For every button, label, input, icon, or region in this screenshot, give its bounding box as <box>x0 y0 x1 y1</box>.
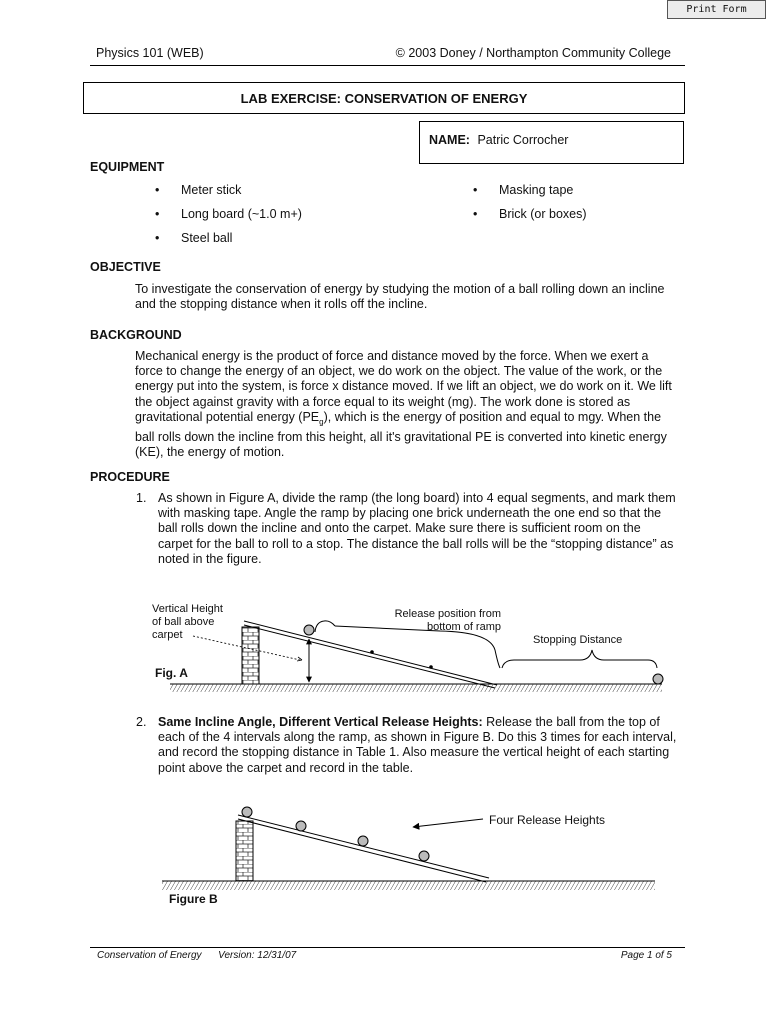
page-title: LAB EXERCISE: CONSERVATION OF ENERGY <box>83 82 685 114</box>
tape-mark <box>370 650 374 654</box>
figure-a-diagram <box>0 590 768 702</box>
ball <box>296 821 306 831</box>
name-field[interactable] <box>419 121 684 164</box>
header-copyright: © 2003 Doney / Northampton Community College <box>395 46 671 60</box>
figure-b-label: Figure B <box>169 892 218 906</box>
stopping-distance-label: Stopping Distance <box>533 634 623 646</box>
step-number: 1. <box>136 491 147 505</box>
step1-text: As shown in Figure A, divide the ramp (the long board) into 4 equal segments, and mark them with masking tape. Angle the ramp by placing one brick underneath the one end so that the ball rolls down the incline and onto the carpet. Make sure there is sufficient room on the carpet for the ball to roll to a stop. The distance the ball rolls will be the “stopping distance” as noted in the figure. <box>158 491 676 566</box>
release-heights-arrow <box>413 819 483 827</box>
brick <box>242 627 259 684</box>
vertical-height-label: Vertical Height of ball above carpet <box>152 603 223 641</box>
footer-rule <box>90 947 685 948</box>
step2-text: Same Incline Angle, Different Vertical Release Heights: Release the ball from the top of each of the 4 intervals along the ramp, as shown in Figure B. Do this 3 times for each interval, and record the stopping distance in Table 1. Also measure the vertical height of each starting point above the carpet and record in the table. <box>158 715 677 775</box>
stopping-brace <box>502 650 657 668</box>
brick <box>236 821 253 881</box>
ball <box>653 674 663 684</box>
release-position-label: Release position from bottom of ramp <box>394 608 501 633</box>
header-course: Physics 101 (WEB) <box>96 46 204 60</box>
release-brace <box>315 621 335 632</box>
background-text: Mechanical energy is the product of force and distance moved by the force. When we exert a force to change the energy of an object, we do work on the object. The value of the work, or the energy put into the system, is force x distance moved. If we lift an object, we do work on it. We lift the object against gravity with a force equal to its weight (mg). The work done is stored as gravitational potential energy $(PE_g)$, which is the energy of position and equal to mgy. When the ball rolls down the incline from this height, all it's gravitational PE is converted into kinetic energy (KE), the energy of motion. <box>135 349 672 459</box>
step-number: 2. <box>136 715 147 729</box>
equipment-heading: EQUIPMENT <box>90 160 165 174</box>
footer-version: Conservation of Energy Version: 12/31/07 <box>97 950 297 961</box>
footer-page: Page 1 of 5 <box>620 950 672 961</box>
name-label: NAME: <box>429 133 470 147</box>
figure-a-label: Fig. A <box>155 666 188 680</box>
background-heading: BACKGROUND <box>90 328 182 342</box>
ramp <box>238 815 489 878</box>
name-value[interactable]: Patric Corrocher <box>477 133 569 147</box>
ball <box>358 836 368 846</box>
ball <box>419 851 429 861</box>
procedure-heading: PROCEDURE <box>90 470 170 484</box>
ball <box>242 807 252 817</box>
objective-heading: OBJECTIVE <box>90 260 161 274</box>
tape-mark <box>429 665 433 669</box>
four-release-heights-label: Four Release Heights <box>489 813 606 827</box>
figure-b-diagram <box>0 800 768 895</box>
ball <box>304 625 314 635</box>
print-form-button[interactable]: Print Form <box>667 0 766 19</box>
header-rule <box>90 65 685 66</box>
carpet-ground <box>162 881 655 890</box>
carpet-ground <box>170 684 662 692</box>
objective-text: To investigate the conservation of energy by studying the motion of a ball rolling down an incline and the stopping distance when it rolls off the incline. <box>135 282 665 312</box>
